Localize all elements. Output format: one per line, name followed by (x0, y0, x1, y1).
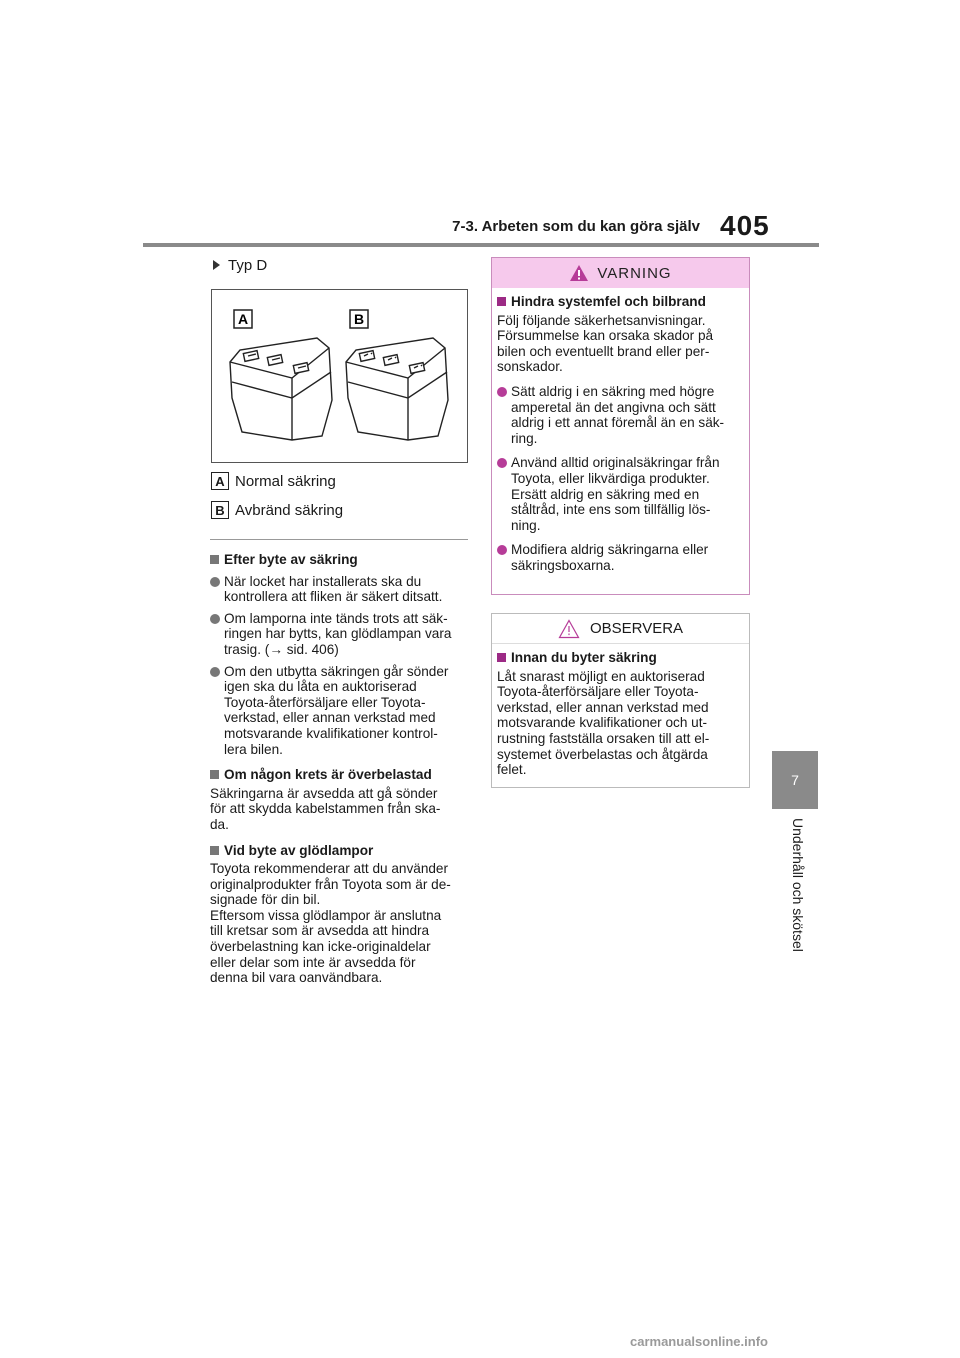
round-bullet-icon (497, 458, 507, 468)
round-bullet-icon (210, 667, 220, 677)
round-bullet-icon (210, 577, 220, 587)
triangle-bullet-icon (213, 260, 220, 270)
fuse-drawing (212, 290, 467, 462)
type-label: Typ D (228, 256, 268, 274)
warning-header (492, 258, 749, 288)
fuse-blown (346, 338, 448, 440)
warning-box (491, 257, 750, 595)
watermark: carmanualsonline.info (630, 1334, 768, 1349)
square-bullet-icon (210, 846, 219, 855)
warning-title: VARNING (597, 264, 672, 282)
list-item: Om lamporna inte tänds trots att säk- ringen har bytts, kan glödlampan vara trasig. (→ sid. 406) (210, 611, 470, 658)
chapter-tab[interactable]: 7 (772, 751, 818, 809)
section-divider (210, 539, 468, 540)
caption-blown (211, 501, 343, 519)
main-text (210, 545, 470, 986)
round-bullet-icon (210, 614, 220, 624)
caption-normal (211, 472, 336, 490)
warning-body (492, 288, 749, 574)
caption-text-blown: Avbränd säkring (235, 501, 344, 519)
warning-item: Sätt aldrig i en säkring med högre amperetal än det angivna och sätt aldrig i ett annat föremål än en säk- ring. (497, 384, 744, 446)
section-heading: Om någon krets är överbelastad (210, 767, 470, 783)
section-paragraph: Säkringarna är avsedda att gå sönder för att skydda kabelstammen från ska- da. (210, 785, 441, 832)
fuse-illustration (211, 289, 468, 463)
square-bullet-icon (497, 297, 506, 306)
warning-intro: Följ följande säkerhetsanvisningar. Försummelse kan orsaka skador på bilen och eventuellt brand eller per- sonskador. (497, 312, 714, 375)
caption-letter-a: A (211, 472, 229, 490)
notice-text: Låt snarast möjligt en auktoriserad Toyota-återförsäljare eller Toyota- verkstad, eller annan verkstad med motsvarande kvalifikationer och ut- rustning fastställa orsaken till att el- systemet överbelastas och åtgärda felet. (497, 668, 710, 778)
warning-item: Modifiera aldrig säkringarna eller säkringsboxarna. (497, 542, 744, 573)
chapter-title: Underhåll och skötsel (790, 818, 806, 952)
label-a-text: A (237, 311, 249, 327)
section-heading: Vid byte av glödlampor (210, 843, 470, 859)
round-bullet-icon (497, 545, 507, 555)
caption-letter-b: B (211, 501, 229, 519)
section-paragraph: Toyota rekommenderar att du använder originalprodukter från Toyota som är de- signade för din bil. Eftersom vissa glödlampor är anslutna till kretsar som är avsedda att hindra överbelastning kan icke-originaldelar eller delar som inte är avsedda för denna bil vara oanvändbara. (210, 861, 451, 986)
notice-box (491, 613, 750, 788)
header-rule (143, 243, 819, 247)
label-b-text: B (353, 311, 365, 327)
list-item: När locket har installerats ska du kontrollera att fliken är säkert ditsatt. (210, 574, 470, 605)
list-item: Om den utbytta säkringen går sönder igen ska du låta en auktoriserad Toyota-återförsäljare eller Toyota- verkstad, eller annan verkstad med motsvarande kvalifikationer kontrol- lera bilen. (210, 664, 470, 758)
square-bullet-icon (210, 770, 219, 779)
square-bullet-icon (497, 653, 506, 662)
notice-heading: Innan du byter säkring (497, 650, 744, 666)
notice-title: OBSERVERA (589, 620, 684, 637)
caption-text-normal: Normal säkring (235, 472, 336, 490)
warning-triangle-icon (569, 264, 589, 282)
type-heading (210, 256, 470, 274)
page-number: 405 (720, 210, 770, 241)
round-bullet-icon (497, 387, 507, 397)
square-bullet-icon (210, 555, 219, 564)
section-heading: Efter byte av säkring (210, 552, 470, 568)
notice-header (492, 614, 749, 644)
warning-heading: Hindra systemfel och bilbrand (497, 294, 744, 310)
warning-item: Använd alltid originalsäkringar från Toyota, eller likvärdiga produkter. Ersätt aldrig en säkring med en ståltråd, inte ens som tillfällig lös- ning. (497, 455, 744, 533)
notice-body (492, 644, 749, 778)
section-title: 7-3. Arbeten som du kan göra själv (452, 218, 700, 235)
fuse-normal (230, 338, 332, 440)
caution-triangle-icon (558, 619, 580, 639)
